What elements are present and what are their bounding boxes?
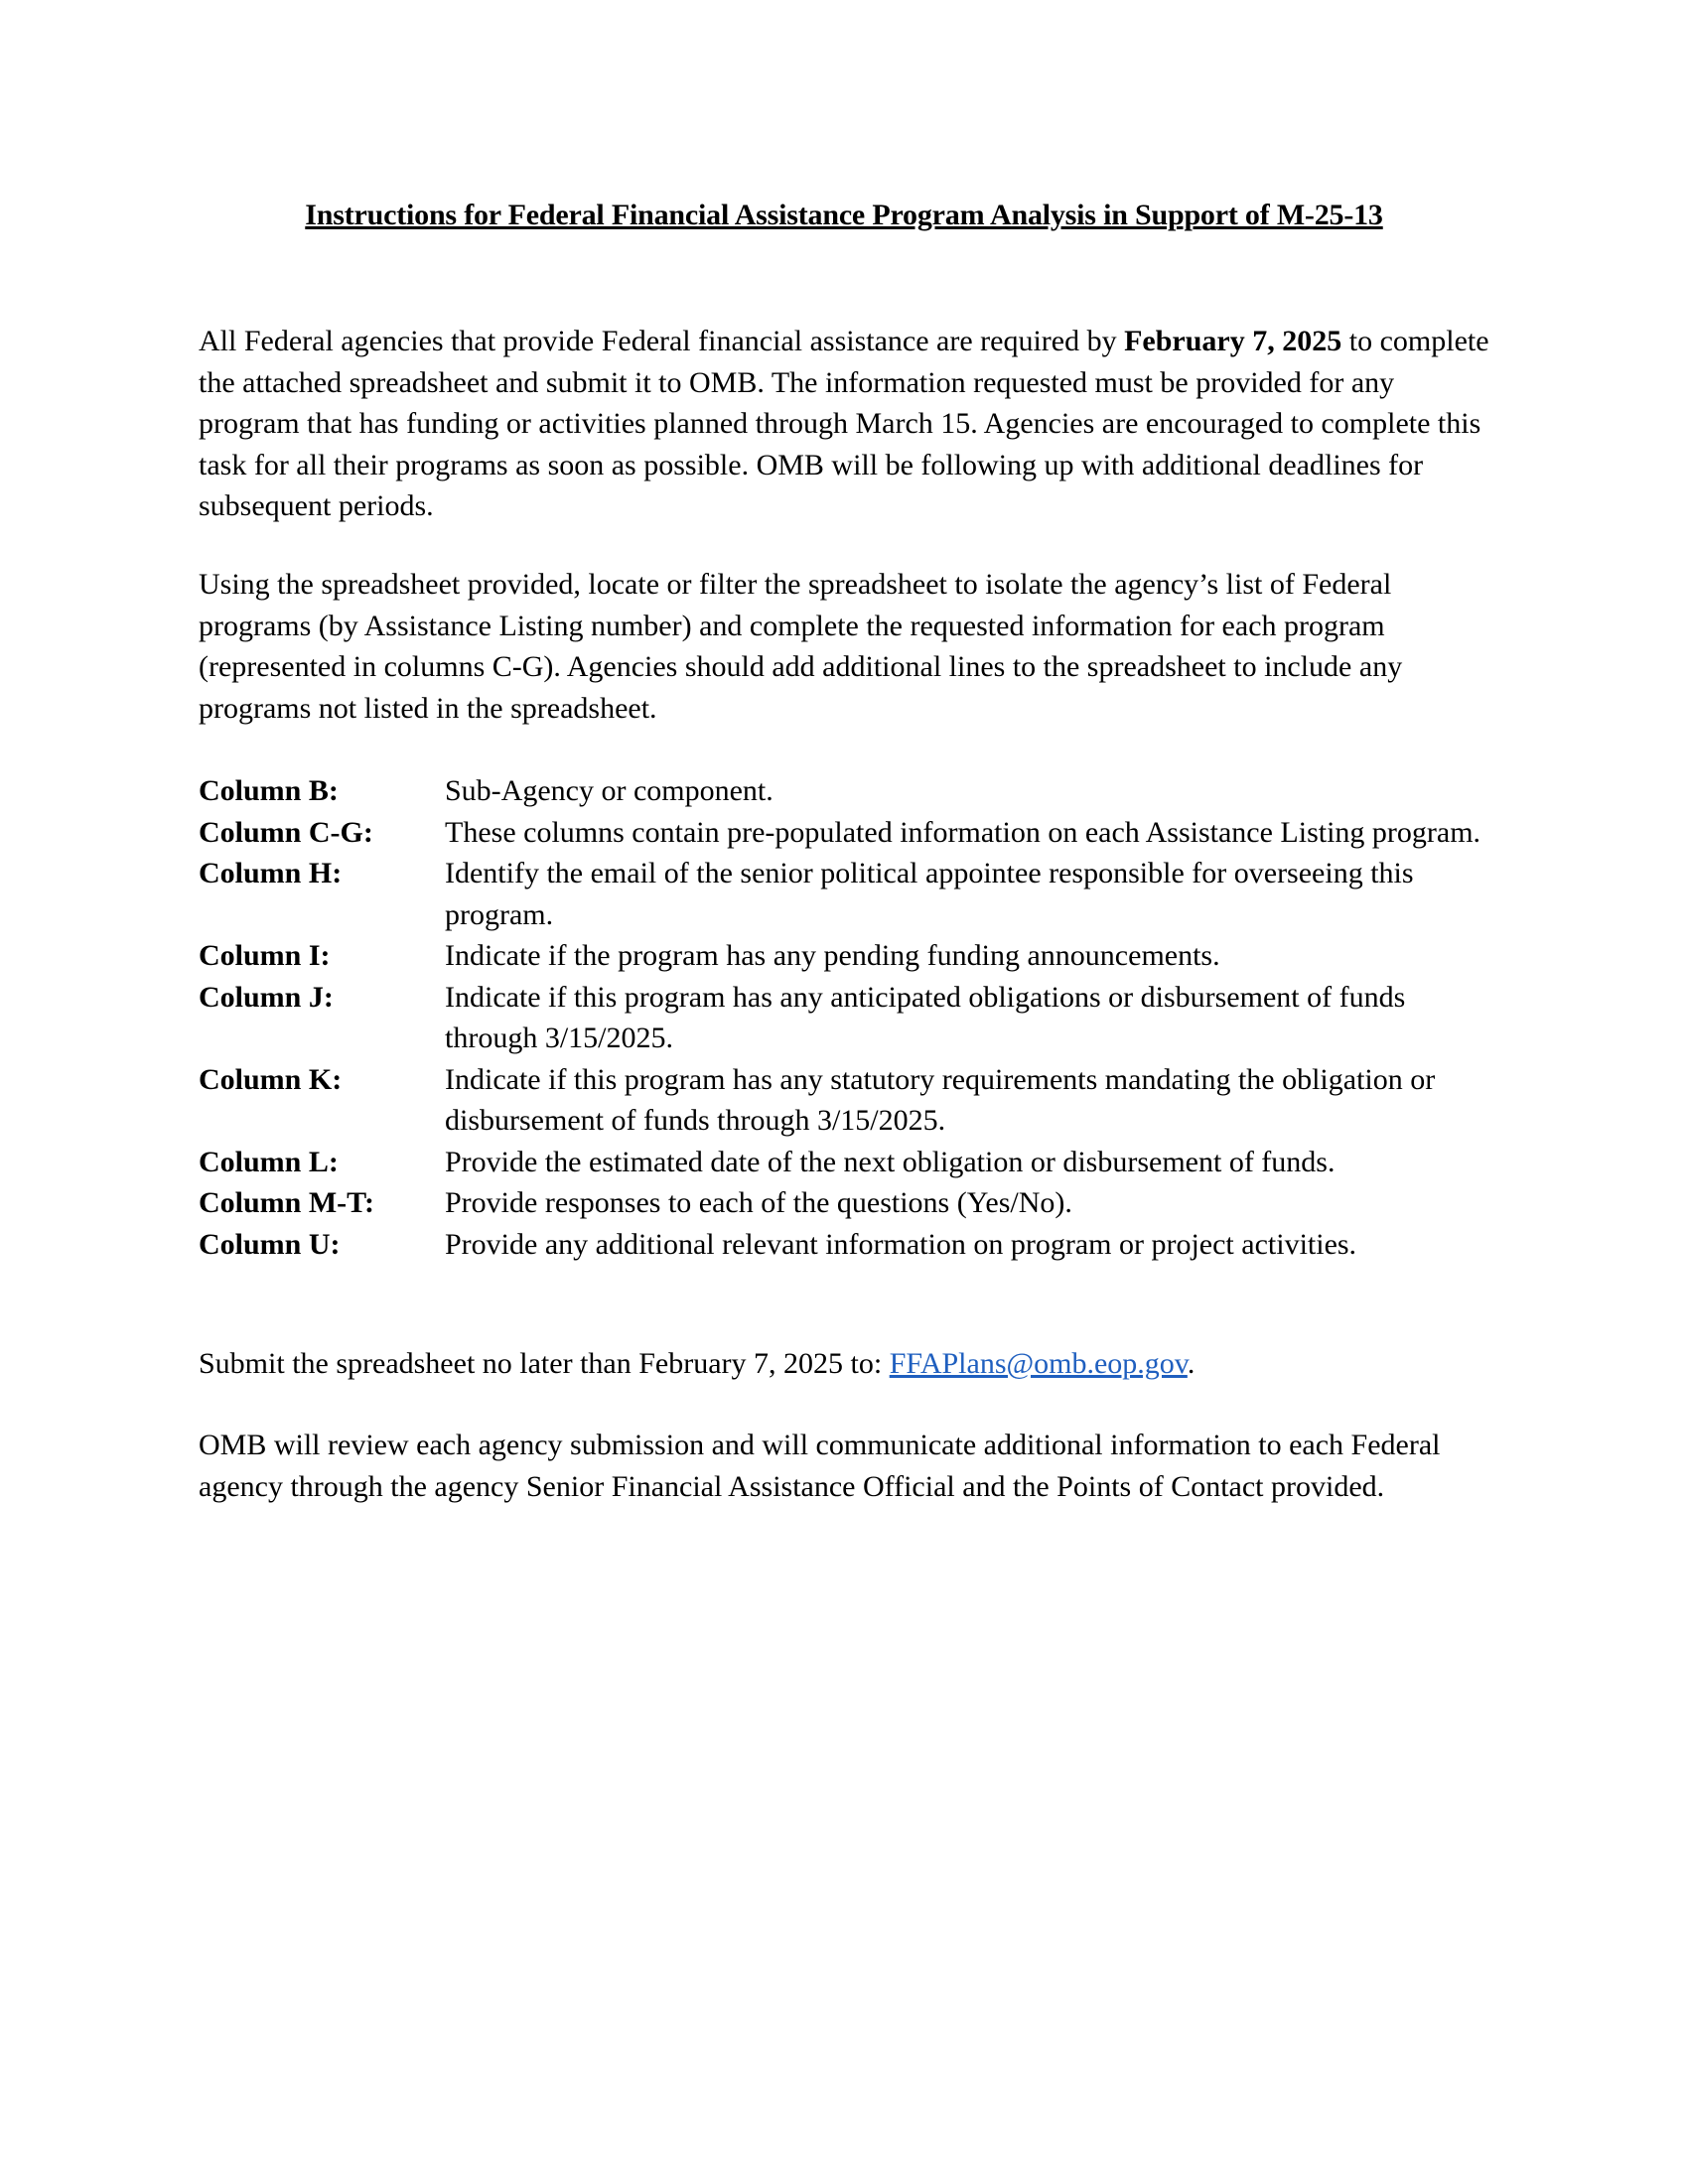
column-label: Column L: <box>199 1145 339 1178</box>
column-description: Indicate if this program has any anticipated obligations or disbursement of funds through 3/15/2025. <box>445 980 1406 1054</box>
column-label: Column K: <box>199 1062 343 1096</box>
column-description: Provide responses to each of the questions (Yes/No). <box>445 1186 1072 1219</box>
submit-text: Submit the spreadsheet no later than February 7, 2025 to: <box>199 1347 890 1380</box>
intro-paragraph <box>199 321 1489 527</box>
column-description: These columns contain pre-populated information on each Assistance Listing program. <box>445 815 1481 849</box>
column-definition-b <box>199 770 1489 812</box>
column-label: Column U: <box>199 1227 341 1261</box>
column-definition-u <box>199 1224 1489 1266</box>
column-definition-j <box>199 977 1489 1059</box>
intro-text-start: All Federal agencies that provide Federal financial assistance are required by <box>199 325 1125 357</box>
column-definitions <box>199 770 1489 1265</box>
deadline-date: February 7, 2025 <box>1124 325 1342 357</box>
column-label: Column H: <box>199 857 343 889</box>
column-definition-l <box>199 1142 1489 1183</box>
usage-paragraph: Using the spreadsheet provided, locate or filter the spreadsheet to isolate the agency’s list of Federal programs (by Assistance Listing number) and complete the requested information for each program (represented in columns C-G). Agencies should add additional lines to the spreadsheet to include any programs not listed in the spreadsheet. <box>199 568 1403 725</box>
closing-paragraph: OMB will review each agency submission and will communicate additional information to each Federal agency through the agency Senior Financial Assistance Official and the Points of Contact provided. <box>199 1429 1441 1503</box>
intro-text-end: to complete the attached spreadsheet and submit it to OMB. The information requested must be provided for any program that has funding or activities planned through March 15. Agencies are encouraged to complete this task for all their programs as soon as possible. OMB will be following up with additional deadlines for subsequent periods. <box>199 325 1489 522</box>
column-label: Column M-T: <box>199 1186 374 1219</box>
column-description: Provide the estimated date of the next obligation or disbursement of funds. <box>445 1145 1336 1178</box>
document-title: Instructions for Federal Financial Assistance Program Analysis in Support of M-25-13 <box>305 199 1383 231</box>
column-definition-m-t <box>199 1182 1489 1224</box>
column-label: Column I: <box>199 939 331 972</box>
submit-period: . <box>1187 1347 1196 1380</box>
column-label: Column B: <box>199 774 339 807</box>
column-description: Indicate if the program has any pending funding announcements. <box>445 939 1220 972</box>
column-description: Identify the email of the senior political appointee responsible for overseeing this program. <box>445 857 1414 931</box>
column-description: Sub-Agency or component. <box>445 774 774 807</box>
column-description: Indicate if this program has any statutory requirements mandating the obligation or disbursement of funds through 3/15/2025. <box>445 1062 1436 1137</box>
column-definition-i <box>199 935 1489 977</box>
column-definition-h <box>199 853 1489 935</box>
submit-paragraph <box>199 1343 1489 1385</box>
submission-email-link[interactable]: FFAPlans@omb.eop.gov <box>889 1347 1188 1380</box>
column-definition-k <box>199 1059 1489 1142</box>
column-label: Column C-G: <box>199 815 373 849</box>
column-description: Provide any additional relevant information on program or project activities. <box>445 1227 1357 1261</box>
column-label: Column J: <box>199 980 334 1014</box>
column-definition-c-g <box>199 812 1489 854</box>
